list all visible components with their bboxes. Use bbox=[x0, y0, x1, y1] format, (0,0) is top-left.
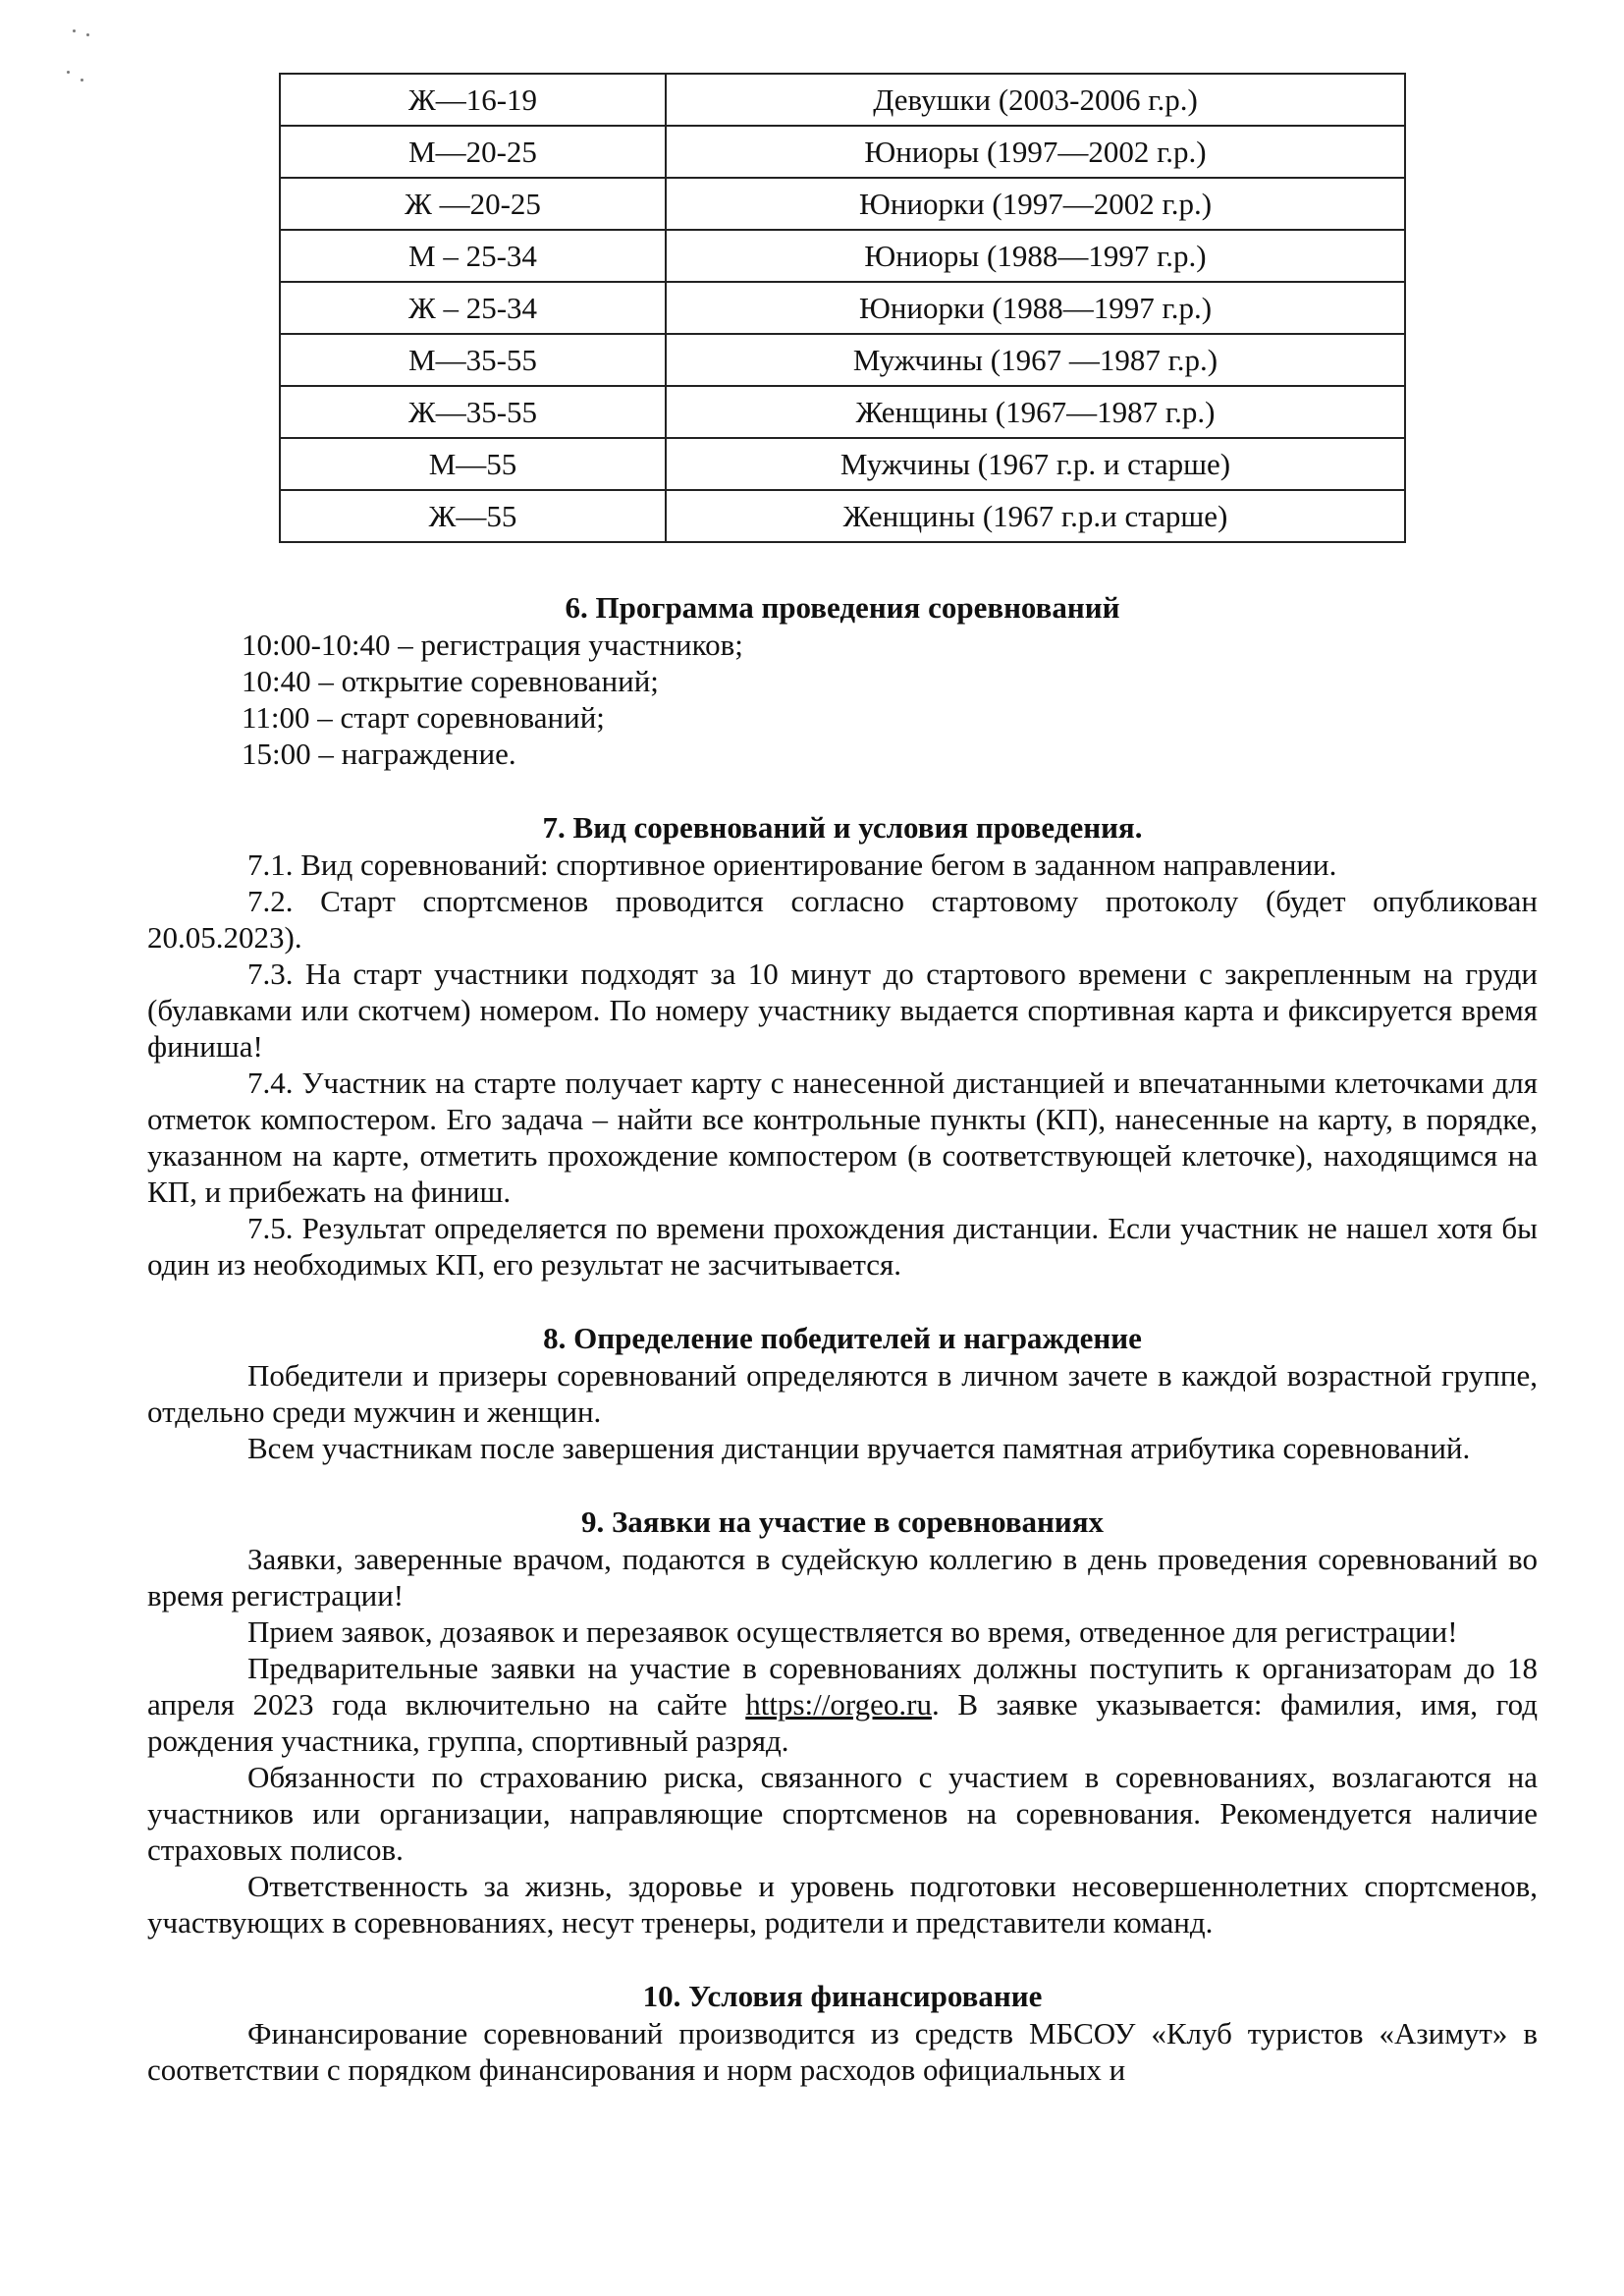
group-code-cell: М—55 bbox=[280, 438, 666, 490]
paragraph: Ответственность за жизнь, здоровье и уровень подготовки несовершеннолетних спортсменов, участвующих в соревнованиях, несут тренеры, родители и представители команд. bbox=[147, 1869, 1538, 1940]
program-item: 11:00 – старт соревнований; bbox=[242, 700, 605, 735]
group-code-cell: Ж —20-25 bbox=[280, 178, 666, 230]
paragraph: Финансирование соревнований производится из средств МБСОУ «Клуб туристов «Азимут» в соответствии с порядком финансирования и норм расходов официальных и bbox=[147, 2016, 1538, 2087]
table-row bbox=[280, 126, 1405, 178]
group-description-cell: Мужчины (1967 —1987 г.р.) bbox=[666, 334, 1405, 386]
section-heading: 6. Программа проведения соревнований bbox=[565, 590, 1120, 625]
section-heading: 8. Определение победителей и награждение bbox=[543, 1321, 1142, 1355]
table-row bbox=[280, 74, 1405, 126]
paragraph: Заявки, заверенные врачом, подаются в судейскую коллегию в день проведения соревнований во время регистрации! bbox=[147, 1542, 1538, 1613]
group-code-cell: Ж – 25-34 bbox=[280, 282, 666, 334]
table-row bbox=[280, 490, 1405, 542]
paragraph-text: . В заявке указывается: фамилия, имя, год рождения участника, группа, спортивный разряд. bbox=[147, 1687, 1539, 1758]
group-description-cell: Женщины (1967—1987 г.р.) bbox=[666, 386, 1405, 438]
section-winners bbox=[147, 1320, 1538, 1466]
scan-speck bbox=[73, 29, 76, 32]
table-row bbox=[280, 334, 1405, 386]
group-description-cell: Юниорки (1997—2002 г.р.) bbox=[666, 178, 1405, 230]
age-groups-table bbox=[279, 73, 1406, 543]
group-description-cell: Юниоры (1988—1997 г.р.) bbox=[666, 230, 1405, 282]
section-gap bbox=[147, 1283, 1538, 1320]
group-description-cell: Юниоры (1997—2002 г.р.) bbox=[666, 126, 1405, 178]
paragraph-text: Предварительные заявки на участие в соревнованиях должны поступить к организаторам до 18 апреля 2023 года включительно на сайте bbox=[147, 1651, 1538, 1722]
paragraph: 7.4. Участник на старте получает карту с нанесенной дистанцией и впечатанными клеточками для отметок компостером. Его задача – найти все контрольные пункты (КП), нанесенные на карту, в порядке, указанном на карте, отметить прохождение компостером (в соответствующей клеточке), находящимся на КП, и прибежать на финиш. bbox=[147, 1066, 1538, 1209]
section-heading: 9. Заявки на участие в соревнованиях bbox=[580, 1504, 1105, 1539]
scan-speck bbox=[67, 71, 70, 74]
paragraph: 7.2. Старт спортсменов проводится согласно стартовому протоколу (будет опубликован 20.05.2023). bbox=[147, 884, 1538, 955]
paragraph: Победители и призеры соревнований определяются в личном зачете в каждой возрастной группе, отдельно среди мужчин и женщин. bbox=[147, 1358, 1538, 1429]
group-description-cell: Юниорки (1988—1997 г.р.) bbox=[666, 282, 1405, 334]
program-item: 10:40 – открытие соревнований; bbox=[242, 664, 659, 698]
paragraph: Всем участникам после завершения дистанции вручается памятная атрибутика соревнований. bbox=[247, 1431, 1471, 1465]
program-item: 10:00-10:40 – регистрация участников; bbox=[242, 628, 743, 662]
paragraph: Обязанности по страхованию риска, связанного с участием в соревнованиях, возлагаются на участников или организации, направляющие спортсменов на соревнования. Рекомендуется наличие страховых полисов. bbox=[147, 1760, 1538, 1867]
table-row bbox=[280, 438, 1405, 490]
table-row bbox=[280, 178, 1405, 230]
group-code-cell: М—35-55 bbox=[280, 334, 666, 386]
table-row bbox=[280, 282, 1405, 334]
group-code-cell: Ж—55 bbox=[280, 490, 666, 542]
section-financing bbox=[147, 1978, 1538, 2088]
group-code-cell: М—20-25 bbox=[280, 126, 666, 178]
paragraph bbox=[147, 1650, 1538, 1759]
section-heading: 10. Условия финансирование bbox=[642, 1979, 1043, 2013]
group-code-cell: Ж—16-19 bbox=[280, 74, 666, 126]
section-gap bbox=[147, 1941, 1538, 1978]
table-row bbox=[280, 386, 1405, 438]
section-competition-type bbox=[147, 809, 1538, 1283]
orgeo-link[interactable]: https://orgeo.ru bbox=[745, 1687, 932, 1722]
program-list bbox=[147, 627, 1538, 772]
paragraph: Прием заявок, дозаявок и перезаявок осуществляется во время, отведенное для регистрации! bbox=[247, 1614, 1458, 1649]
group-description-cell: Девушки (2003-2006 г.р.) bbox=[666, 74, 1405, 126]
scan-speck bbox=[86, 33, 89, 36]
paragraph: 7.5. Результат определяется по времени прохождения дистанции. Если участник не нашел хотя бы один из необходимых КП, его результат не засчитывается. bbox=[147, 1211, 1538, 1282]
program-item: 15:00 – награждение. bbox=[242, 737, 516, 771]
scan-speck bbox=[81, 79, 83, 82]
group-description-cell: Мужчины (1967 г.р. и старше) bbox=[666, 438, 1405, 490]
paragraph: 7.3. На старт участники подходят за 10 минут до стартового времени с закрепленным на груди (булавками или скотчем) номером. По номеру участнику выдается спортивная карта и фиксируется время финиша! bbox=[147, 957, 1538, 1064]
section-gap bbox=[147, 772, 1538, 809]
section-applications bbox=[147, 1503, 1538, 1941]
section-program bbox=[147, 589, 1538, 772]
table-row bbox=[280, 230, 1405, 282]
section-heading: 7. Вид соревнований и условия проведения. bbox=[542, 810, 1143, 845]
section-gap bbox=[147, 1466, 1538, 1503]
document-body bbox=[147, 589, 1538, 2088]
group-code-cell: Ж—35-55 bbox=[280, 386, 666, 438]
paragraph: 7.1. Вид соревнований: спортивное ориентирование бегом в заданном направлении. bbox=[247, 847, 1337, 882]
scan-specks bbox=[57, 22, 145, 90]
group-description-cell: Женщины (1967 г.р.и старше) bbox=[666, 490, 1405, 542]
group-code-cell: М – 25-34 bbox=[280, 230, 666, 282]
